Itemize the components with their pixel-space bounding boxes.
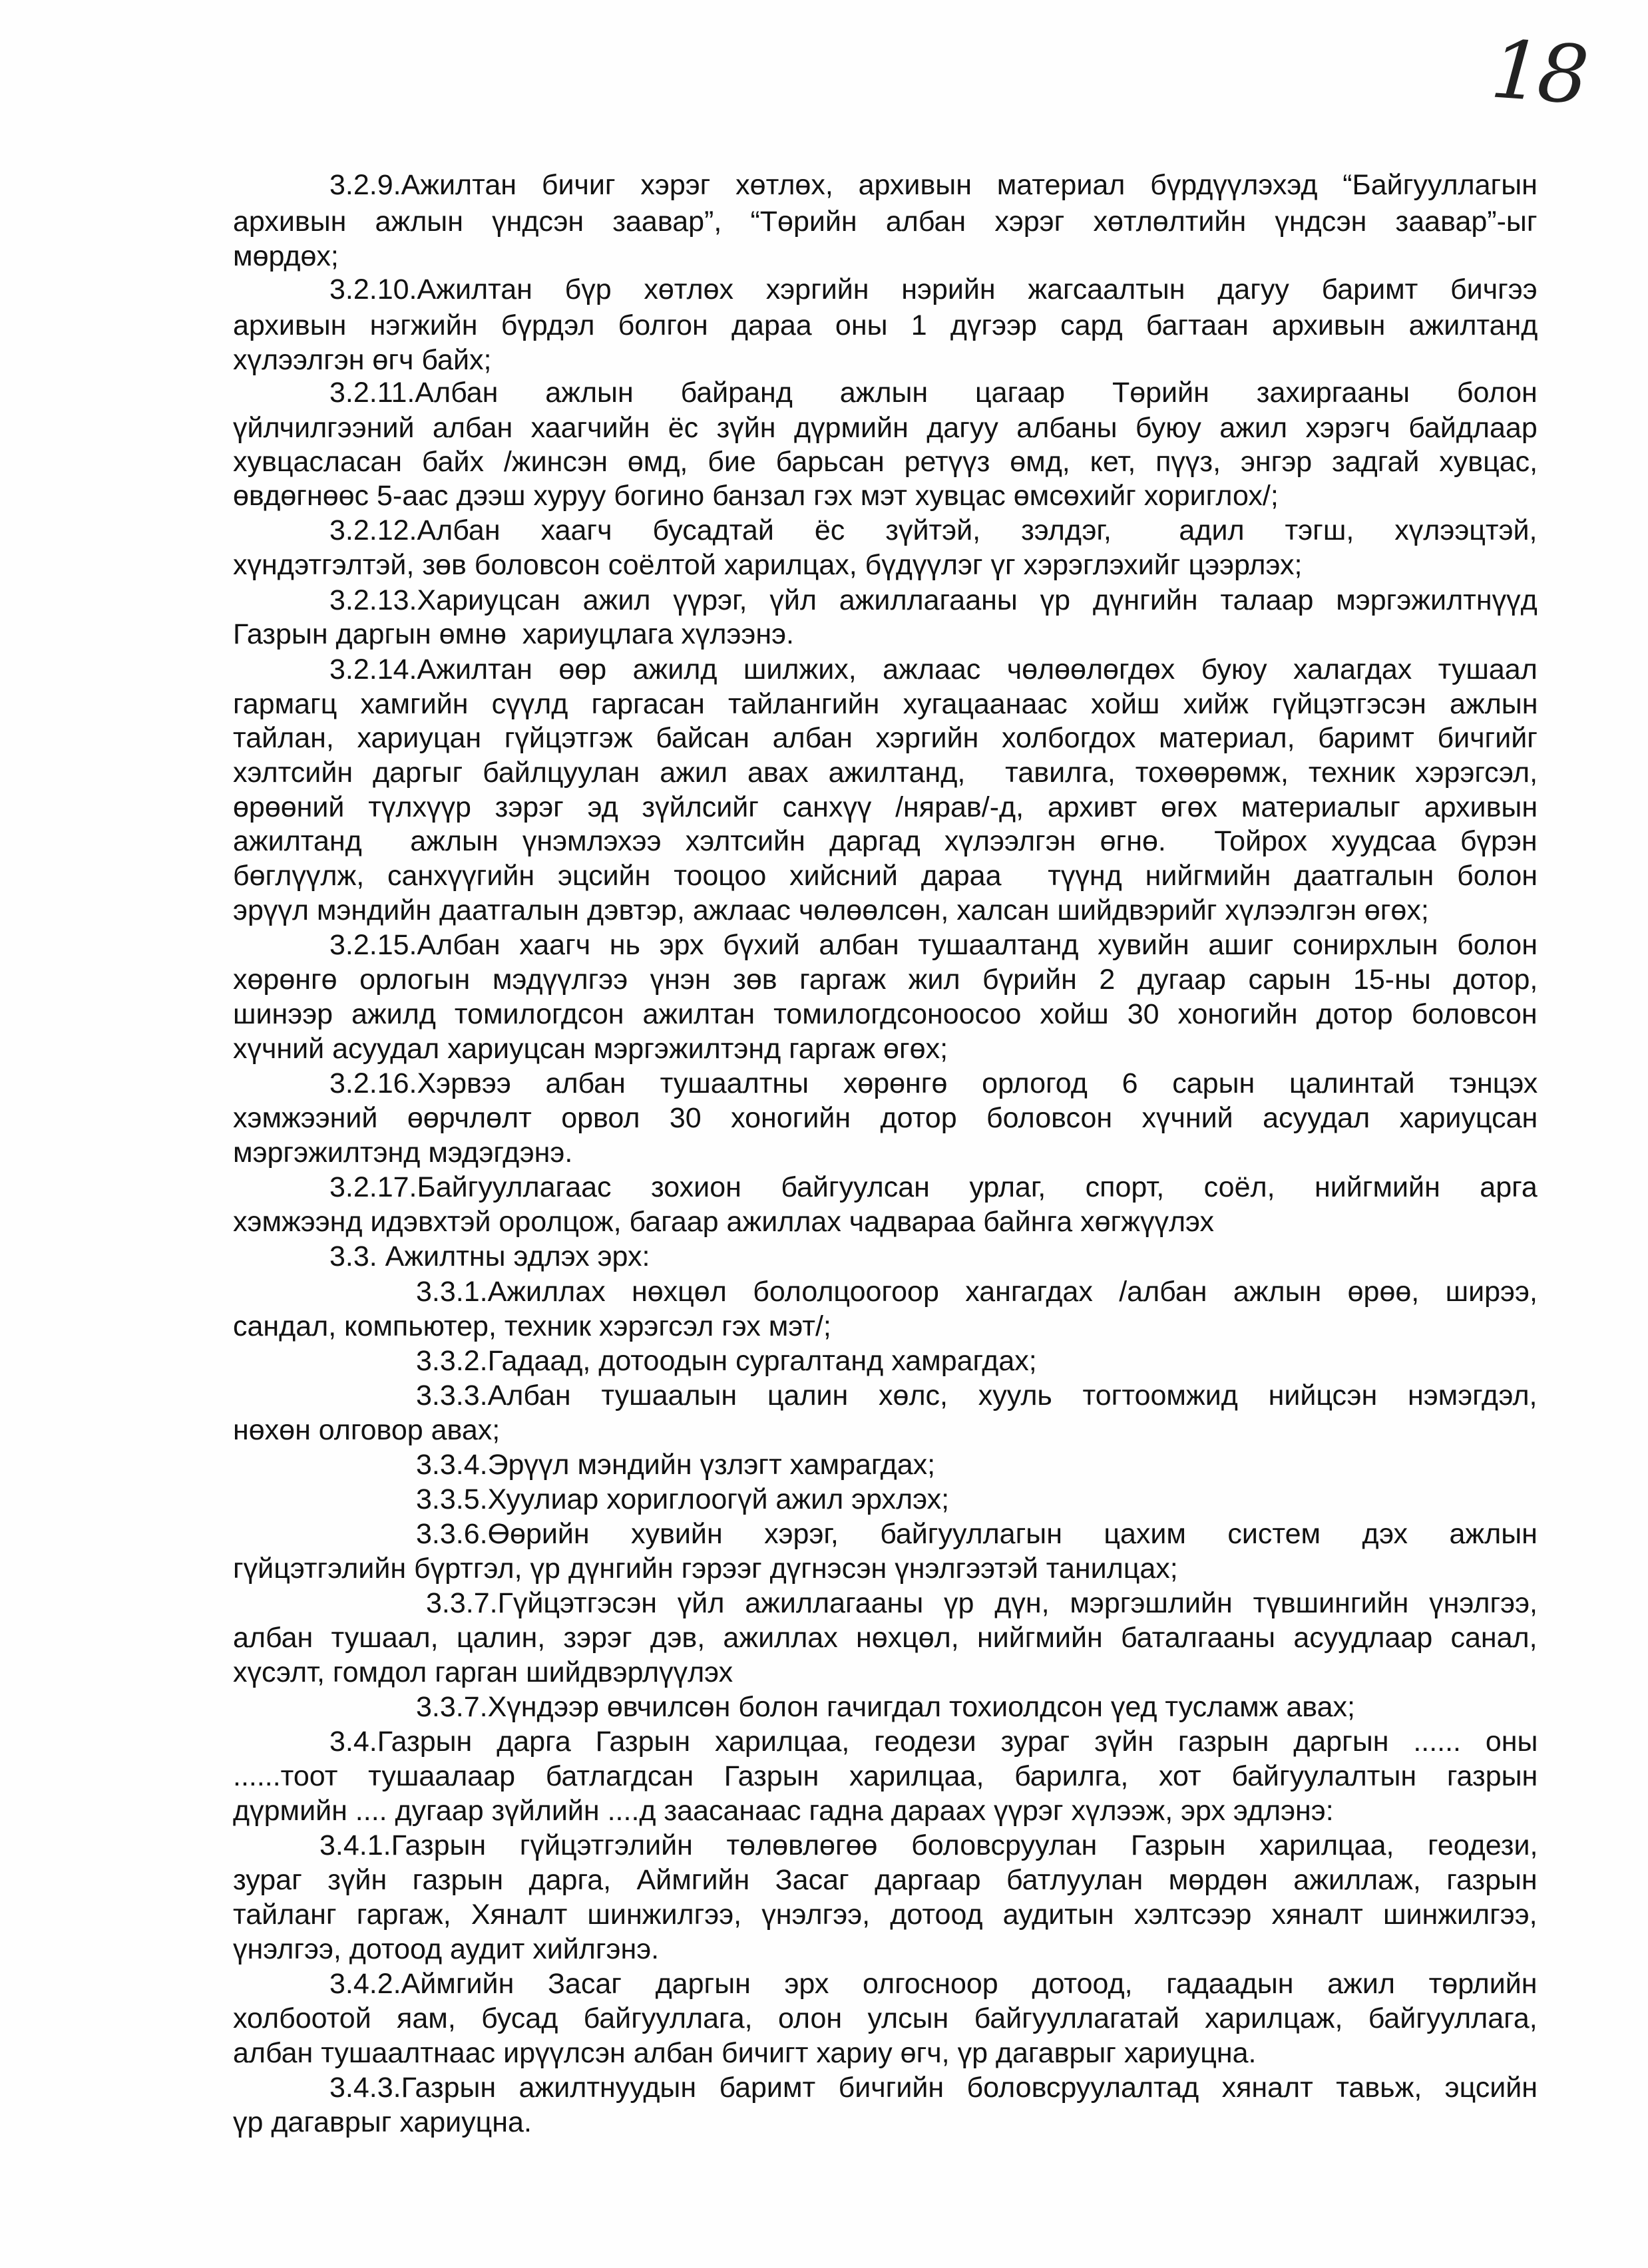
text-line: бөглүүлж, санхүүгийн эцсийн тооцоо хийсний дараа түүнд нийгмийн даатгалын болон — [233, 860, 1538, 892]
text-line: ажилтанд ажлын үнэмлэхээ хэлтсийн даргад хүлээлгэн өгнө. Тойрох хуудсаа бүрэн — [233, 825, 1538, 857]
text-line: тайланг гаргаж, Хяналт шинжилгээ, үнэлгээ, дотоод аудитын хэлтсээр хяналт шинжилгээ, — [233, 1899, 1538, 1931]
text-line: мөрдөх; — [233, 240, 339, 272]
page-number: 18 — [1488, 23, 1588, 122]
text-line: өрөөний түлхүүр зэрэг эд зүйлсийг санхүү /нярав/-д, архивт өгөх материалыг архивын — [233, 791, 1538, 823]
text-line: тайлан, хариуцан гүйцэтгэж байсан албан хэргийн холбогдох материал, баримт бичгийг — [233, 722, 1538, 754]
text-line: 3.2.9.Ажилтан бичиг хэрэг хөтлөх, архивын материал бүрдүүлэхэд “Байгууллагын — [329, 169, 1538, 201]
text-line: 3.3.7.Гүйцэтгэсэн үйл ажиллагааны үр дүн, мэргэшлийн түвшингийн үнэлгээ, — [426, 1587, 1538, 1619]
text-line: 3.3.7.Хүндээр өвчилсөн болон гачигдал тохиолдсон үед тусламж авах; — [416, 1691, 1356, 1723]
text-line: 3.2.16.Хэрвээ албан тушаалтны хөрөнгө орлогод 6 сарын цалинтай тэнцэх — [329, 1067, 1538, 1099]
text-line: 3.2.12.Албан хаагч бусадтай ёс зүйтэй, зэлдэг, адил тэгш, хүлээцтэй, — [329, 514, 1538, 546]
text-line: хөрөнгө орлогын мэдүүлгээ үнэн зөв гаргаж жил бүрийн 2 дугаар сарын 15-ны дотор, — [233, 964, 1538, 996]
text-line: эрүүл мэндийн даатгалын дэвтэр, ажлаас чөлөөлсөн, халсан шийдвэрийг хүлээлгэн өгөх; — [233, 894, 1429, 926]
text-line: хэмжээний өөрчлөлт орвол 30 хоногийн дотор боловсон хүчний асуудал хариуцсан — [233, 1102, 1538, 1134]
text-line: 3.3.2.Гадаад, дотоодын сургалтанд хамрагдах; — [416, 1345, 1037, 1377]
text-line: хүчний асуудал хариуцсан мэргэжилтэнд гаргаж өгөх; — [233, 1033, 948, 1065]
text-line: 3.4.1.Газрын гүйцэтгэлийн төлөвлөгөө боловсруулан Газрын харилцаа, геодези, — [319, 1829, 1538, 1861]
text-line: 3.4.Газрын дарга Газрын харилцаа, геодези зураг зүйн газрын даргын ...... оны — [329, 1726, 1538, 1758]
text-line: гармагц хамгийн сүүлд гаргасан тайлангийн хугацаанаас хойш хийж гүйцэтгэсэн ажлын — [233, 688, 1538, 720]
text-line: дүрмийн .... дугаар зүйлийн ....д заасанаас гадна дараах үүрэг хүлээж, эрх эдлэнэ: — [233, 1795, 1334, 1827]
text-line: 3.2.13.Хариуцсан ажил үүрэг, үйл ажиллагааны үр дүнгийн талаар мэргэжилтнүүд — [329, 584, 1538, 616]
text-line: ......тоот тушаалаар батлагдсан Газрын харилцаа, барилга, хот байгуулалтын газрын — [233, 1760, 1538, 1792]
text-line: хувцасласан байх /жинсэн өмд, бие барьсан ретүүз өмд, кет, пүүз, энгэр задгай хувцас, — [233, 446, 1538, 478]
text-line: 3.3.4.Эрүүл мэндийн үзлэгт хамрагдах; — [416, 1449, 936, 1481]
text-line: Газрын даргын өмнө хариуцлага хүлээнэ. — [233, 618, 794, 650]
text-line: 3.3.3.Албан тушаалын цалин хөлс, хууль тогтоомжид нийцсэн нэмэгдэл, — [416, 1380, 1538, 1412]
text-line: 3.2.14.Ажилтан өөр ажилд шилжих, ажлаас чөлөөлөгдөх буюу халагдах тушаал — [329, 654, 1538, 685]
text-line: 3.3.6.Өөрийн хувийн хэрэг, байгууллагын цахим систем дэх ажлын — [416, 1518, 1538, 1550]
text-line: шинээр ажилд томилогдсон ажилтан томилогдсоноосоо хойш 30 хоногийн дотор боловсон — [233, 998, 1538, 1030]
text-line: мэргэжилтэнд мэдэгдэнэ. — [233, 1137, 573, 1169]
text-line: архивын ажлын үндсэн заавар”, “Төрийн албан хэрэг хөтлөлтийн үндсэн заавар”-ыг — [233, 206, 1538, 238]
text-line: албан тушаал, цалин, зэрэг дэв, ажиллах нөхцөл, нийгмийн баталгааны асуудлаар санал, — [233, 1622, 1538, 1654]
text-line: өвдөгнөөс 5-аас дээш хуруу богино банзал гэх мэт хувцас өмсөхийг хориглох/; — [233, 480, 1279, 512]
text-line: 3.2.11.Албан ажлын байранд ажлын цагаар Төрийн захиргааны болон — [329, 377, 1538, 409]
text-line: нөхөн олговор авах; — [233, 1414, 501, 1446]
text-line: 3.3.5.Хуулиар хориглоогүй ажил эрхлэх; — [416, 1483, 950, 1515]
text-line: 3.2.17.Байгууллагаас зохион байгуулсан урлаг, спорт, соёл, нийгмийн арга — [329, 1171, 1538, 1203]
text-line: албан тушаалтнаас ирүүлсэн албан бичигт хариу өгч, үр дагаврыг хариуцна. — [233, 2037, 1257, 2069]
text-line: гүйцэтгэлийн бүртгэл, үр дүнгийн гэрээг дүгнэсэн үнэлгээтэй танилцах; — [233, 1553, 1178, 1585]
text-line: үнэлгээ, дотоод аудит хийлгэнэ. — [233, 1933, 660, 1965]
text-line: 3.2.15.Албан хаагч нь эрх бүхий албан тушаалтанд хувийн ашиг сонирхлын болон — [329, 929, 1538, 961]
text-line: үйлчилгээний албан хаагчийн ёс зүйн дүрмийн дагуу албаны буюу ажил хэрэгч байдлаар — [233, 412, 1538, 444]
text-line: хүндэтгэлтэй, зөв боловсон соёлтой харилцах, бүдүүлэг үг хэрэглэхийг цээрлэх; — [233, 549, 1303, 581]
text-line: хүсэлт, гомдол гарган шийдвэрлүүлэх — [233, 1656, 733, 1688]
text-line: холбоотой яам, бусад байгууллага, олон улсын байгууллагатай харилцаж, байгууллага, — [233, 2002, 1538, 2034]
text-line: сандал, компьютер, техник хэрэгсэл гэх мэт/; — [233, 1310, 831, 1342]
text-line: архивын нэгжийн бүрдэл болгон дараа оны 1 дүгээр сард багтаан архивын ажилтанд — [233, 309, 1538, 341]
text-line: зураг зүйн газрын дарга, Аймгийн Засаг даргаар батлуулан мөрдөн ажиллаж, газрын — [233, 1864, 1538, 1896]
text-line: 3.3.1.Ажиллах нөхцөл бололцоогоор хангагдах /албан ажлын өрөө, ширээ, — [416, 1276, 1538, 1308]
text-line: хүлээлгэн өгч байх; — [233, 344, 492, 376]
text-line: 3.3. Ажилтны эдлэх эрх: — [329, 1240, 650, 1272]
text-line: 3.4.2.Аймгийн Засаг даргын эрх олгосноор дотоод, гадаадын ажил төрлийн — [329, 1968, 1538, 2000]
text-line: үр дагаврыг хариуцна. — [233, 2106, 532, 2138]
text-line: 3.4.3.Газрын ажилтнуудын баримт бичгийн боловсруулалтад хяналт тавьж, эцсийн — [329, 2072, 1538, 2104]
text-line: хэлтсийн даргыг байлцуулан ажил авах ажилтанд, тавилга, тохөөрөмж, техник хэрэгсэл, — [233, 757, 1538, 789]
text-line: хэмжээнд идэвхтэй оролцож, багаар ажиллах чадвараа байнга хөгжүүлэх — [233, 1206, 1214, 1238]
text-line: 3.2.10.Ажилтан бүр хөтлөх хэргийн нэрийн жагсаалтын дагуу баримт бичгээ — [329, 274, 1538, 305]
